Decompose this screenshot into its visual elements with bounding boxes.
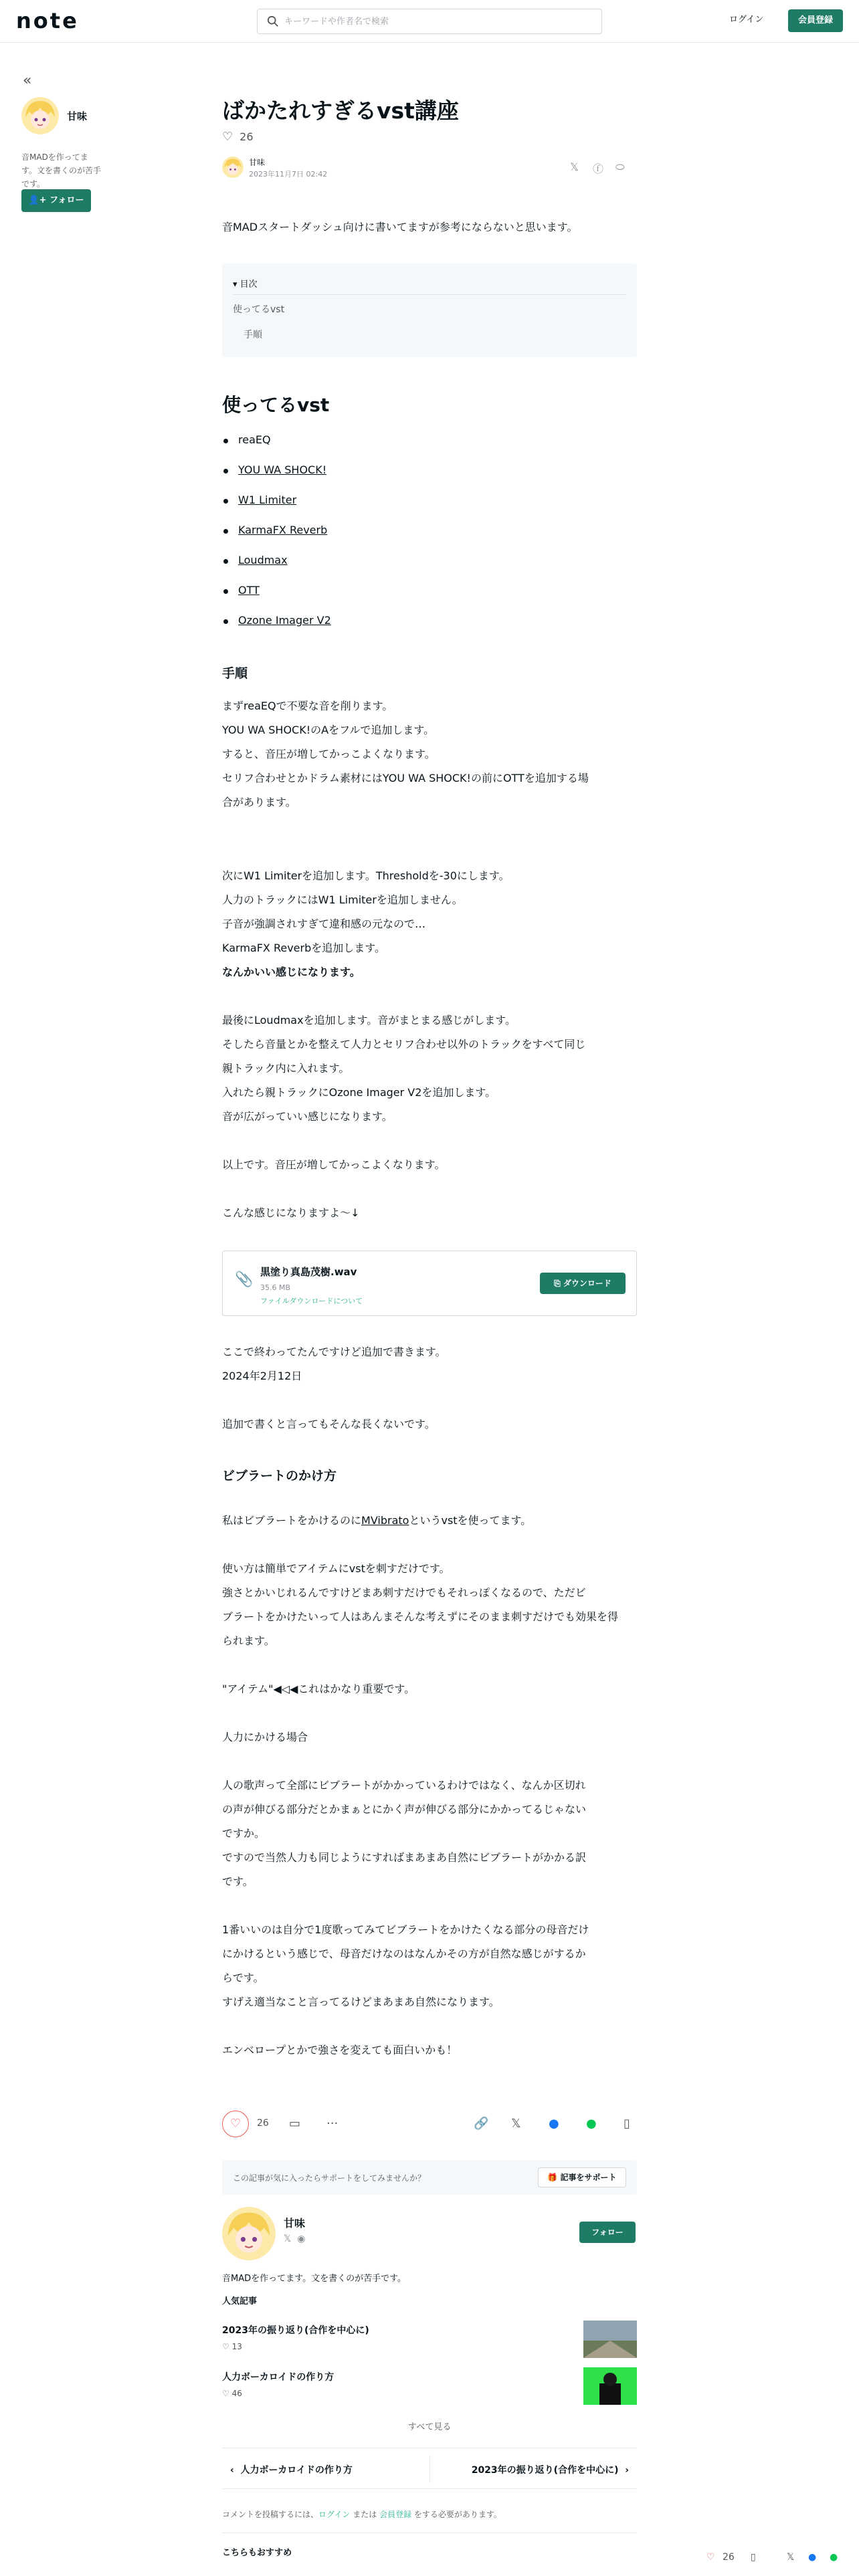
sidebar-author-bio: 音MADを作ってます。文を書くのが苦手です。 [21,152,102,189]
popular-title[interactable]: 2023年の振り返り(合作を中心に) [222,2325,369,2336]
search-icon [267,15,279,27]
chevron-left-icon: ‹ [230,2465,241,2476]
creator-avatar[interactable] [222,2207,276,2260]
creator-follow-button[interactable]: フォロー [579,2222,636,2243]
download-label: ダウンロード [563,1279,611,1288]
lead-paragraph: 音MADスタートダッシュ向けに書いてますが参考にならないと思います。 [222,221,578,233]
vst-link[interactable]: YOU WA SHOCK! [238,463,327,476]
list-item [222,524,331,554]
text-line: 人力のトラックにはW1 Limiterを追加しません。 [222,893,463,906]
list-item [222,584,331,614]
human-paragraph [222,1774,637,1894]
floating-action-bar [702,2545,859,2572]
paperclip-icon: 📎 [235,1271,254,1288]
next-title: 2023年の振り返り(合作を中心に) [471,2465,619,2476]
text-line: YOU WA SHOCK!のAをフルで追加します。 [222,724,435,736]
text-line: ここで終わってたんですけど追加で書きます。 [222,1346,446,1358]
more-icon[interactable]: ··· [326,2117,339,2131]
list-item [222,494,331,524]
popular-thumbnail[interactable] [583,2367,637,2405]
list-item [222,433,331,463]
toc-item[interactable]: 手順 [244,330,262,340]
text-line: "アイテム"◀◁◀これはかなり重要です。 [222,1683,415,1695]
popular-likes [222,2389,242,2398]
heart-icon[interactable]: ♡ [706,2552,715,2563]
note-logo[interactable]: note [16,8,79,33]
steps-paragraph [222,694,637,815]
author-avatar-small[interactable] [222,156,244,178]
article-navigation [222,2448,637,2489]
popular-label: 人気記事 [222,2296,258,2306]
collapse-sidebar-icon[interactable]: « [23,72,32,89]
steps-paragraph [222,864,637,984]
creator-bio: 音MADを作ってます。文を書くのが苦手です。 [222,2274,407,2284]
heart-icon[interactable]: ♡ [222,2111,249,2137]
text-span: 私はビブラートをかけるのに [222,1514,362,1527]
file-name: 黒塗り真島茂樹.wav [260,1266,357,1278]
text-line: らです。 [222,1971,264,1984]
list-item [222,614,331,644]
text-line: の声が伸びる部分だとかまぁとにかく声が伸びる部分にかかってるじゃない [222,1803,587,1816]
text-line: 人力にかける場合 [222,1731,308,1743]
text-line: 人の歌声って全部にビブラートがかかっているわけではなく、なんか区切れ [222,1779,586,1792]
section-heading: 手順 [222,666,248,681]
toc-item[interactable]: 使ってるvst [233,304,285,315]
top-like-count[interactable] [222,130,254,144]
support-button[interactable] [538,2167,626,2187]
file-size: 35.6 MB [260,1283,291,1292]
popular-article[interactable] [222,2321,637,2361]
text-line: 1番いいのは自分で1度歌ってみてビブラートをかけたくなる部分の母音だけ [222,1923,589,1936]
creator-name[interactable]: 甘味 [284,2217,306,2230]
text-line: 次にW1 Limiterを追加します。Thresholdを-30にします。 [222,869,510,882]
download-icon: ⎘ [554,1279,563,1288]
text-line: すると、音圧が増してかっこよくなります。 [222,748,436,760]
trick-paragraph [222,1918,637,2014]
like-count: 13 [231,2342,242,2351]
heart-icon: ♡ [222,2342,232,2351]
toc-heading: 目次 [240,280,258,290]
like-count: 26 [723,2552,735,2563]
support-box [222,2160,637,2195]
publish-date: 2023年11月7日 02:42 [249,170,328,179]
line-icon[interactable]: ● [830,2552,838,2563]
text-line: 親トラック内に入れます。 [222,1062,350,1075]
prev-article-link[interactable] [230,2463,353,2476]
text-line: 以上です。音圧が増してかっこよくなります。 [222,1158,446,1171]
text-line: 入れたら親トラックにOzone Imager V2を追加します。 [222,1086,496,1099]
text-line: 使い方は簡単でアイテムにvstを刺すだけです。 [222,1562,450,1575]
text-line: 合があります。 [222,796,296,809]
next-article-link[interactable] [472,2463,629,2476]
gift-icon: 🎁 [547,2173,561,2182]
vst-link[interactable]: KarmaFX Reverb [238,524,328,536]
text-line: 最後にLoudmaxを追加します。音がまとまる感じがします。 [222,1014,516,1027]
toc-toggle[interactable] [233,277,258,290]
text-line: セリフ合わせとかドラム素材にはYOU WA SHOCK!の前にOTTを追加する場 [222,772,589,784]
creator-social [284,2234,305,2244]
embed-icon[interactable]: ▯ [624,2117,630,2131]
facebook-icon[interactable]: ● [808,2552,817,2563]
comment-notice [222,2502,637,2533]
comment-login-link[interactable]: ログイン [318,2510,351,2519]
prev-title: 人力ボーカロイドの作り方 [240,2465,353,2476]
author-row [222,155,637,182]
text-line: ですか。 [222,1827,266,1840]
toc-divider [233,294,626,295]
x-icon[interactable]: 𝕏 [511,2117,521,2131]
comment-icon[interactable]: ▭ [289,2117,301,2131]
heart-icon[interactable]: ♡ [222,130,233,144]
search-box[interactable] [257,9,602,34]
table-of-contents [222,263,637,357]
text-span: をする必要があります。 [411,2510,502,2519]
vst-link[interactable]: OTT [238,584,260,597]
vst-name: reaEQ [238,433,271,446]
section-heading: ビブラートのかけ方 [222,1469,337,1483]
recommend-heading: こちらもおすすめ [222,2548,292,2558]
caret-down-icon: ▾ [233,280,240,290]
text-line: 子音が強調されすぎて違和感の元なので… [222,918,426,930]
support-text: この記事が気に入ったらサポートをしてみませんか？ [233,2173,426,2183]
line-icon[interactable]: ⬭ [615,160,625,173]
facebook-icon[interactable]: ● [549,2117,559,2131]
text-line: です。 [222,1875,254,1888]
magazine-icon[interactable]: ▯ [751,2552,756,2563]
text-line: 音が広がっていい感じになります。 [222,1110,393,1123]
add-user-icon: 👤+ [28,195,47,205]
text-line: すげえ適当なこと言ってるけどまあまあ自然になります。 [222,1996,500,2008]
signup-button[interactable]: 会員登録 [788,9,843,32]
vst-link[interactable]: W1 Limiter [238,494,297,506]
sidebar-author-name[interactable]: 甘味 [67,110,88,122]
text-line: 追加で書くと言ってもそんな長くないです。 [222,1418,436,1430]
text-span: または [350,2510,380,2519]
steps-paragraph [222,1008,637,1129]
facebook-icon[interactable]: ⓕ [593,163,604,175]
popular-article[interactable] [222,2367,637,2407]
text-line: 強さとかいじれるんですけどまあ刺すだけでもそれっぽくなるので、ただビ [222,1586,586,1599]
sidebar-follow-button[interactable] [21,189,91,212]
login-link[interactable]: ログイン [729,15,764,25]
line-icon[interactable]: ● [586,2117,597,2131]
file-attachment [222,1251,637,1316]
mvibrato-link[interactable]: MVibrato [361,1514,409,1527]
text-line: られます。 [222,1634,275,1647]
text-line: 2024年2月12日 [222,1370,302,1382]
link-icon[interactable]: 🔗 [474,2117,489,2131]
text-line: まずreaEQで不要な音を削ります。 [222,700,393,712]
site-header [0,0,859,43]
article-title: ばかたれすぎるvst講座 [222,98,459,124]
section-heading: 使ってるvst [222,394,330,416]
action-bar [222,2111,637,2137]
x-icon[interactable]: 𝕏 [787,2552,795,2563]
download-button[interactable] [540,1273,626,1294]
support-label: 記事をサポート [560,2173,617,2182]
chevron-right-icon: › [618,2465,629,2476]
like-count: 26 [240,130,254,143]
vibrato-paragraph [222,1509,637,1533]
like-count: 26 [257,2118,269,2129]
text-line: エンベロープとかで強さを変えても面白いかも！ [222,2044,458,2056]
comment-signup-link[interactable]: 会員登録 [379,2510,412,2519]
vst-link[interactable]: Ozone Imager V2 [238,614,331,627]
text-span: というvstを使ってます。 [409,1514,532,1527]
file-download-about-link[interactable]: ファイルダウンロードについて [260,1297,363,1305]
text-line: ですので当然人力も同じようにすればまあまあ自然にビブラートがかかる訳 [222,1851,587,1864]
sidebar-follow-label: フォロー [50,195,84,205]
popular-title[interactable]: 人力ボーカロイドの作り方 [222,2372,335,2383]
popular-thumbnail[interactable] [583,2321,637,2358]
search-input[interactable] [284,11,592,32]
text-span: コメントを投稿するには、 [222,2510,319,2519]
popular-likes [222,2342,242,2351]
rss-icon[interactable]: ◉ [297,2234,306,2244]
x-icon[interactable]: 𝕏 [570,160,579,173]
author-name[interactable]: 甘味 [249,158,266,167]
text-line: こんな感じになりますよ〜↓ [222,1206,360,1219]
bold-text: なんかいい感じになります。 [222,966,361,978]
text-line: KarmaFX Reverbを追加します。 [222,942,385,954]
heart-icon: ♡ [222,2389,232,2398]
x-icon[interactable]: 𝕏 [284,2234,292,2244]
see-all-link[interactable]: すべて見る [407,2422,452,2432]
list-item [222,463,331,494]
text-line: そしたら音量とかを整えて人力とセリフ合わせ以外のトラックをすべて同じ [222,1038,586,1051]
vst-link[interactable]: Loudmax [238,554,288,566]
list-item [222,554,331,584]
vst-list [222,433,331,644]
author-avatar[interactable] [21,97,59,134]
addendum-paragraph [222,1340,637,1388]
text-line: ブラートをかけたいって人はあんまそんな考えずにそのまま刺すだけでも効果を得 [222,1610,619,1623]
like-count: 46 [231,2389,242,2398]
text-line: にかけるという感じで、母音だけなのはなんかその方が自然な感じがするか [222,1947,586,1960]
usage-paragraph [222,1557,637,1653]
